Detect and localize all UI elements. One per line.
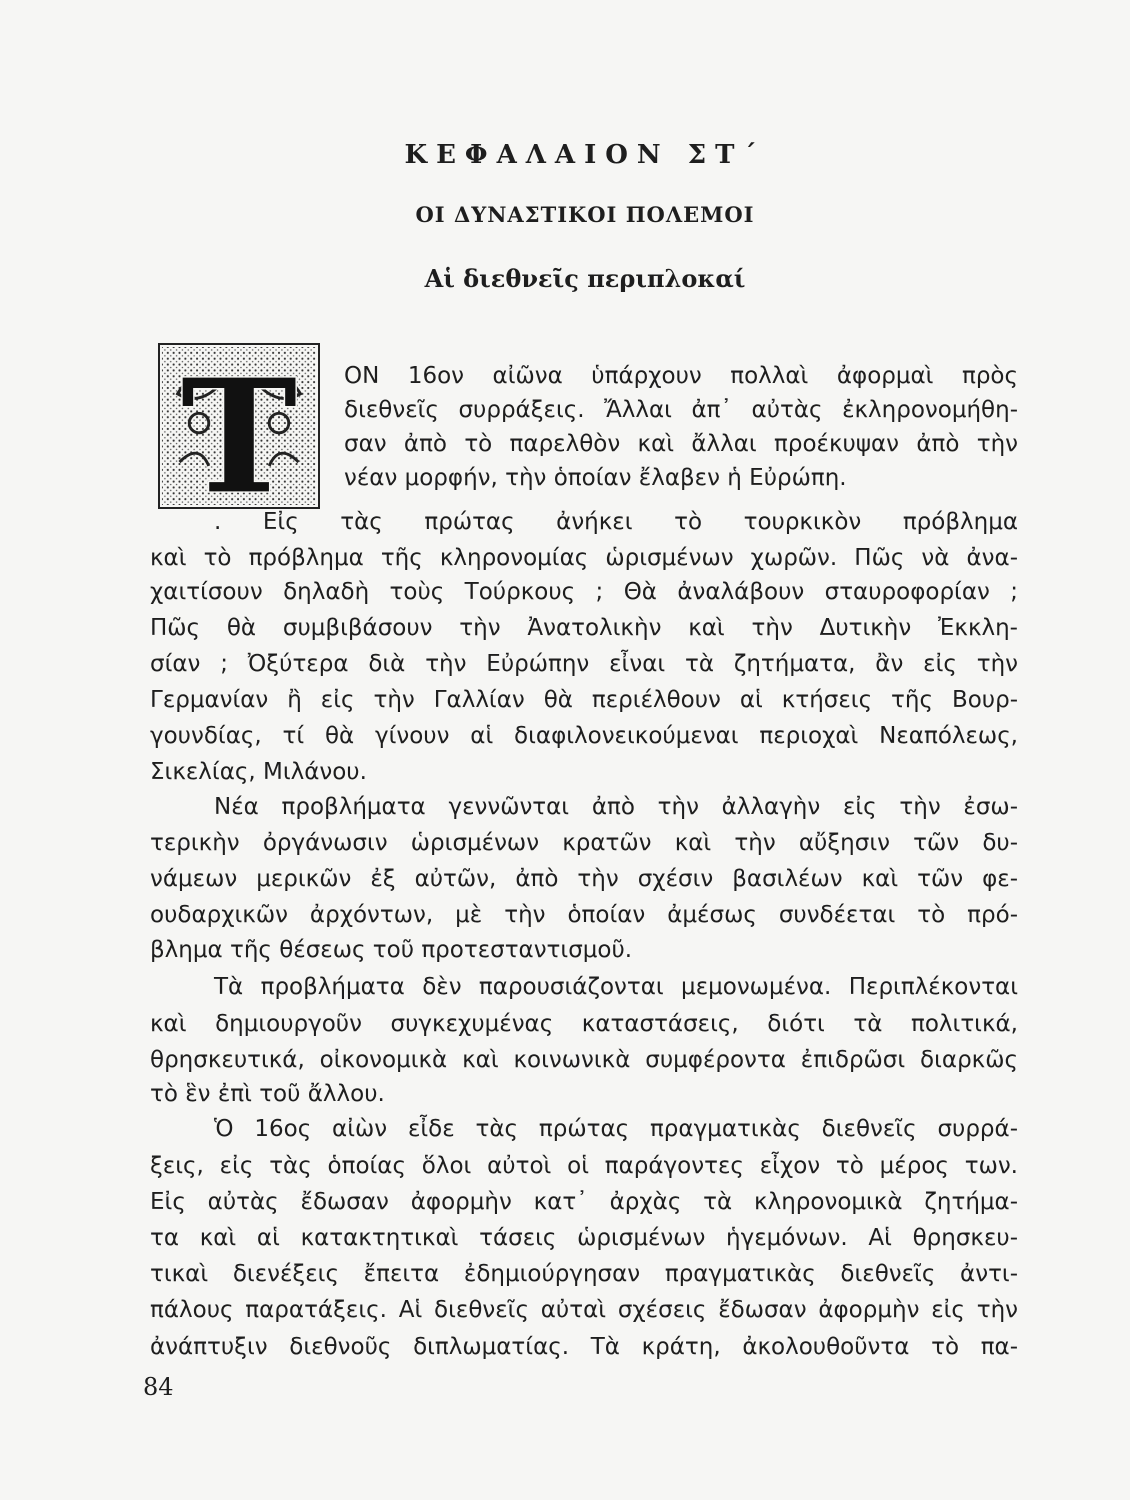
text-line: σαν ἀπὸ τὸ παρελθὸν καὶ ἄλλαι προέκυψαν ἀπὸ τὴν [344,431,1018,457]
text-line: πάλους παρατάξεις. Αἱ διεθνεῖς αὐταὶ σχέσεις ἔδωσαν ἀφορμὴν εἰς τὴν [150,1297,1018,1323]
text-line: ἀνάπτυξιν διεθνοῦς διπλωματίας. Τὰ κράτη, ἀκολουθοῦντα τὸ πα- [150,1334,1018,1360]
text-line: τὸ ἓν ἐπὶ τοῦ ἄλλου. [150,1081,385,1107]
text-line: Τὰ προβλήματα δὲν παρουσιάζονται μεμονωμένα. Περιπλέκονται [214,974,1018,1000]
text-line: καὶ δημιουργοῦν συγκεχυμένας καταστάσεις, διότι τὰ πολιτικά, [150,1011,1018,1037]
page-number: 84 [143,1373,174,1401]
drop-cap-letter: Τ [180,344,298,509]
text-line: ξεις, εἰς τὰς ὁποίας ὅλοι αὐτοὶ οἱ παράγοντες εἶχον τὸ μέρος των. [150,1153,1018,1179]
chapter-title: ΟΙ ΔΥΝΑΣΤΙΚΟΙ ΠΟΛΕΜΟΙ [415,202,755,227]
text-line: Εἰς αὐτὰς ἔδωσαν ἀφορμὴν κατ᾽ ἀρχὰς τὰ κληρονομικὰ ζητήμα- [150,1189,1018,1215]
text-line: γουνδίας, τί θὰ γίνουν αἱ διαφιλονεικούμεναι περιοχαὶ Νεαπόλεως, [150,723,1018,749]
text-line: τερικὴν ὀργάνωσιν ὡρισμένων κρατῶν καὶ τὴν αὔξησιν τῶν δυ- [150,830,1018,856]
text-line: βλημα τῆς θέσεως τοῦ προτεσταντισμοῦ. [150,937,633,963]
section-title: Αἱ διεθνεῖς περιπλοκαί [424,264,746,293]
chapter-heading: ΚΕΦΑΛΑΙΟΝ ΣΤ΄ [404,140,766,170]
text-line: τικαὶ διενέξεις ἔπειτα ἐδημιούργησαν πραγματικὰς διεθνεῖς ἀντι- [150,1261,1018,1287]
text-line: καὶ τὸ πρόβλημα τῆς κληρονομίας ὡρισμένων χωρῶν. Πῶς νὰ ἀνα- [150,545,1018,571]
text-line: Σικελίας, Μιλάνου. [150,759,367,785]
text-line: ουδαρχικῶν ἀρχόντων, μὲ τὴν ὁποίαν ἀμέσως συνδέεται τὸ πρό- [150,902,1018,928]
text-line: . Εἰς τὰς πρώτας ἀνήκει τὸ τουρκικὸν πρόβλημα [214,509,1018,535]
text-line: νάμεων μερικῶν ἐξ αὐτῶν, ἀπὸ τὴν σχέσιν βασιλέων καὶ τῶν φε- [150,866,1018,892]
ornamental-drop-cap-image [158,343,320,509]
text-line: Πῶς θὰ συμβιβάσουν τὴν Ἀνατολικὴν καὶ τὴν Δυτικὴν Ἐκκλη- [150,615,1018,641]
text-line: ΟΝ 16ον αἰῶνα ὑπάρχουν πολλαὶ ἀφορμαὶ πρὸς [344,363,1018,389]
text-line: Νέα προβλήματα γεννῶνται ἀπὸ τὴν ἀλλαγὴν εἰς τὴν ἐσω- [214,794,1018,820]
text-line: Γερμανίαν ἢ εἰς τὴν Γαλλίαν θὰ περιέλθουν αἱ κτήσεις τῆς Βουρ- [150,687,1018,713]
text-line: τα καὶ αἱ κατακτητικαὶ τάσεις ὡρισμένων ἡγεμόνων. Αἱ θρησκευ- [150,1225,1018,1251]
text-line: σίαν ; Ὀξύτερα διὰ τὴν Εὐρώπην εἶναι τὰ ζητήματα, ἂν εἰς τὴν [150,651,1018,677]
text-line: νέαν μορφήν, τὴν ὁποίαν ἔλαβεν ἡ Εὐρώπη. [344,465,847,491]
text-line: θρησκευτικά, οἰκονομικὰ καὶ κοινωνικὰ συμφέροντα ἐπιδρῶσι διαρκῶς [150,1047,1018,1073]
text-line: Ὁ 16ος αἰὼν εἶδε τὰς πρώτας πραγματικὰς διεθνεῖς συρρά- [214,1116,1018,1142]
text-line: διεθνεῖς συρράξεις. Ἄλλαι ἀπ᾽ αὐτὰς ἐκληρονομήθη- [344,397,1018,423]
text-line: χαιτίσουν δηλαδὴ τοὺς Τούρκους ; Θὰ ἀναλάβουν σταυροφορίαν ; [150,579,1018,605]
